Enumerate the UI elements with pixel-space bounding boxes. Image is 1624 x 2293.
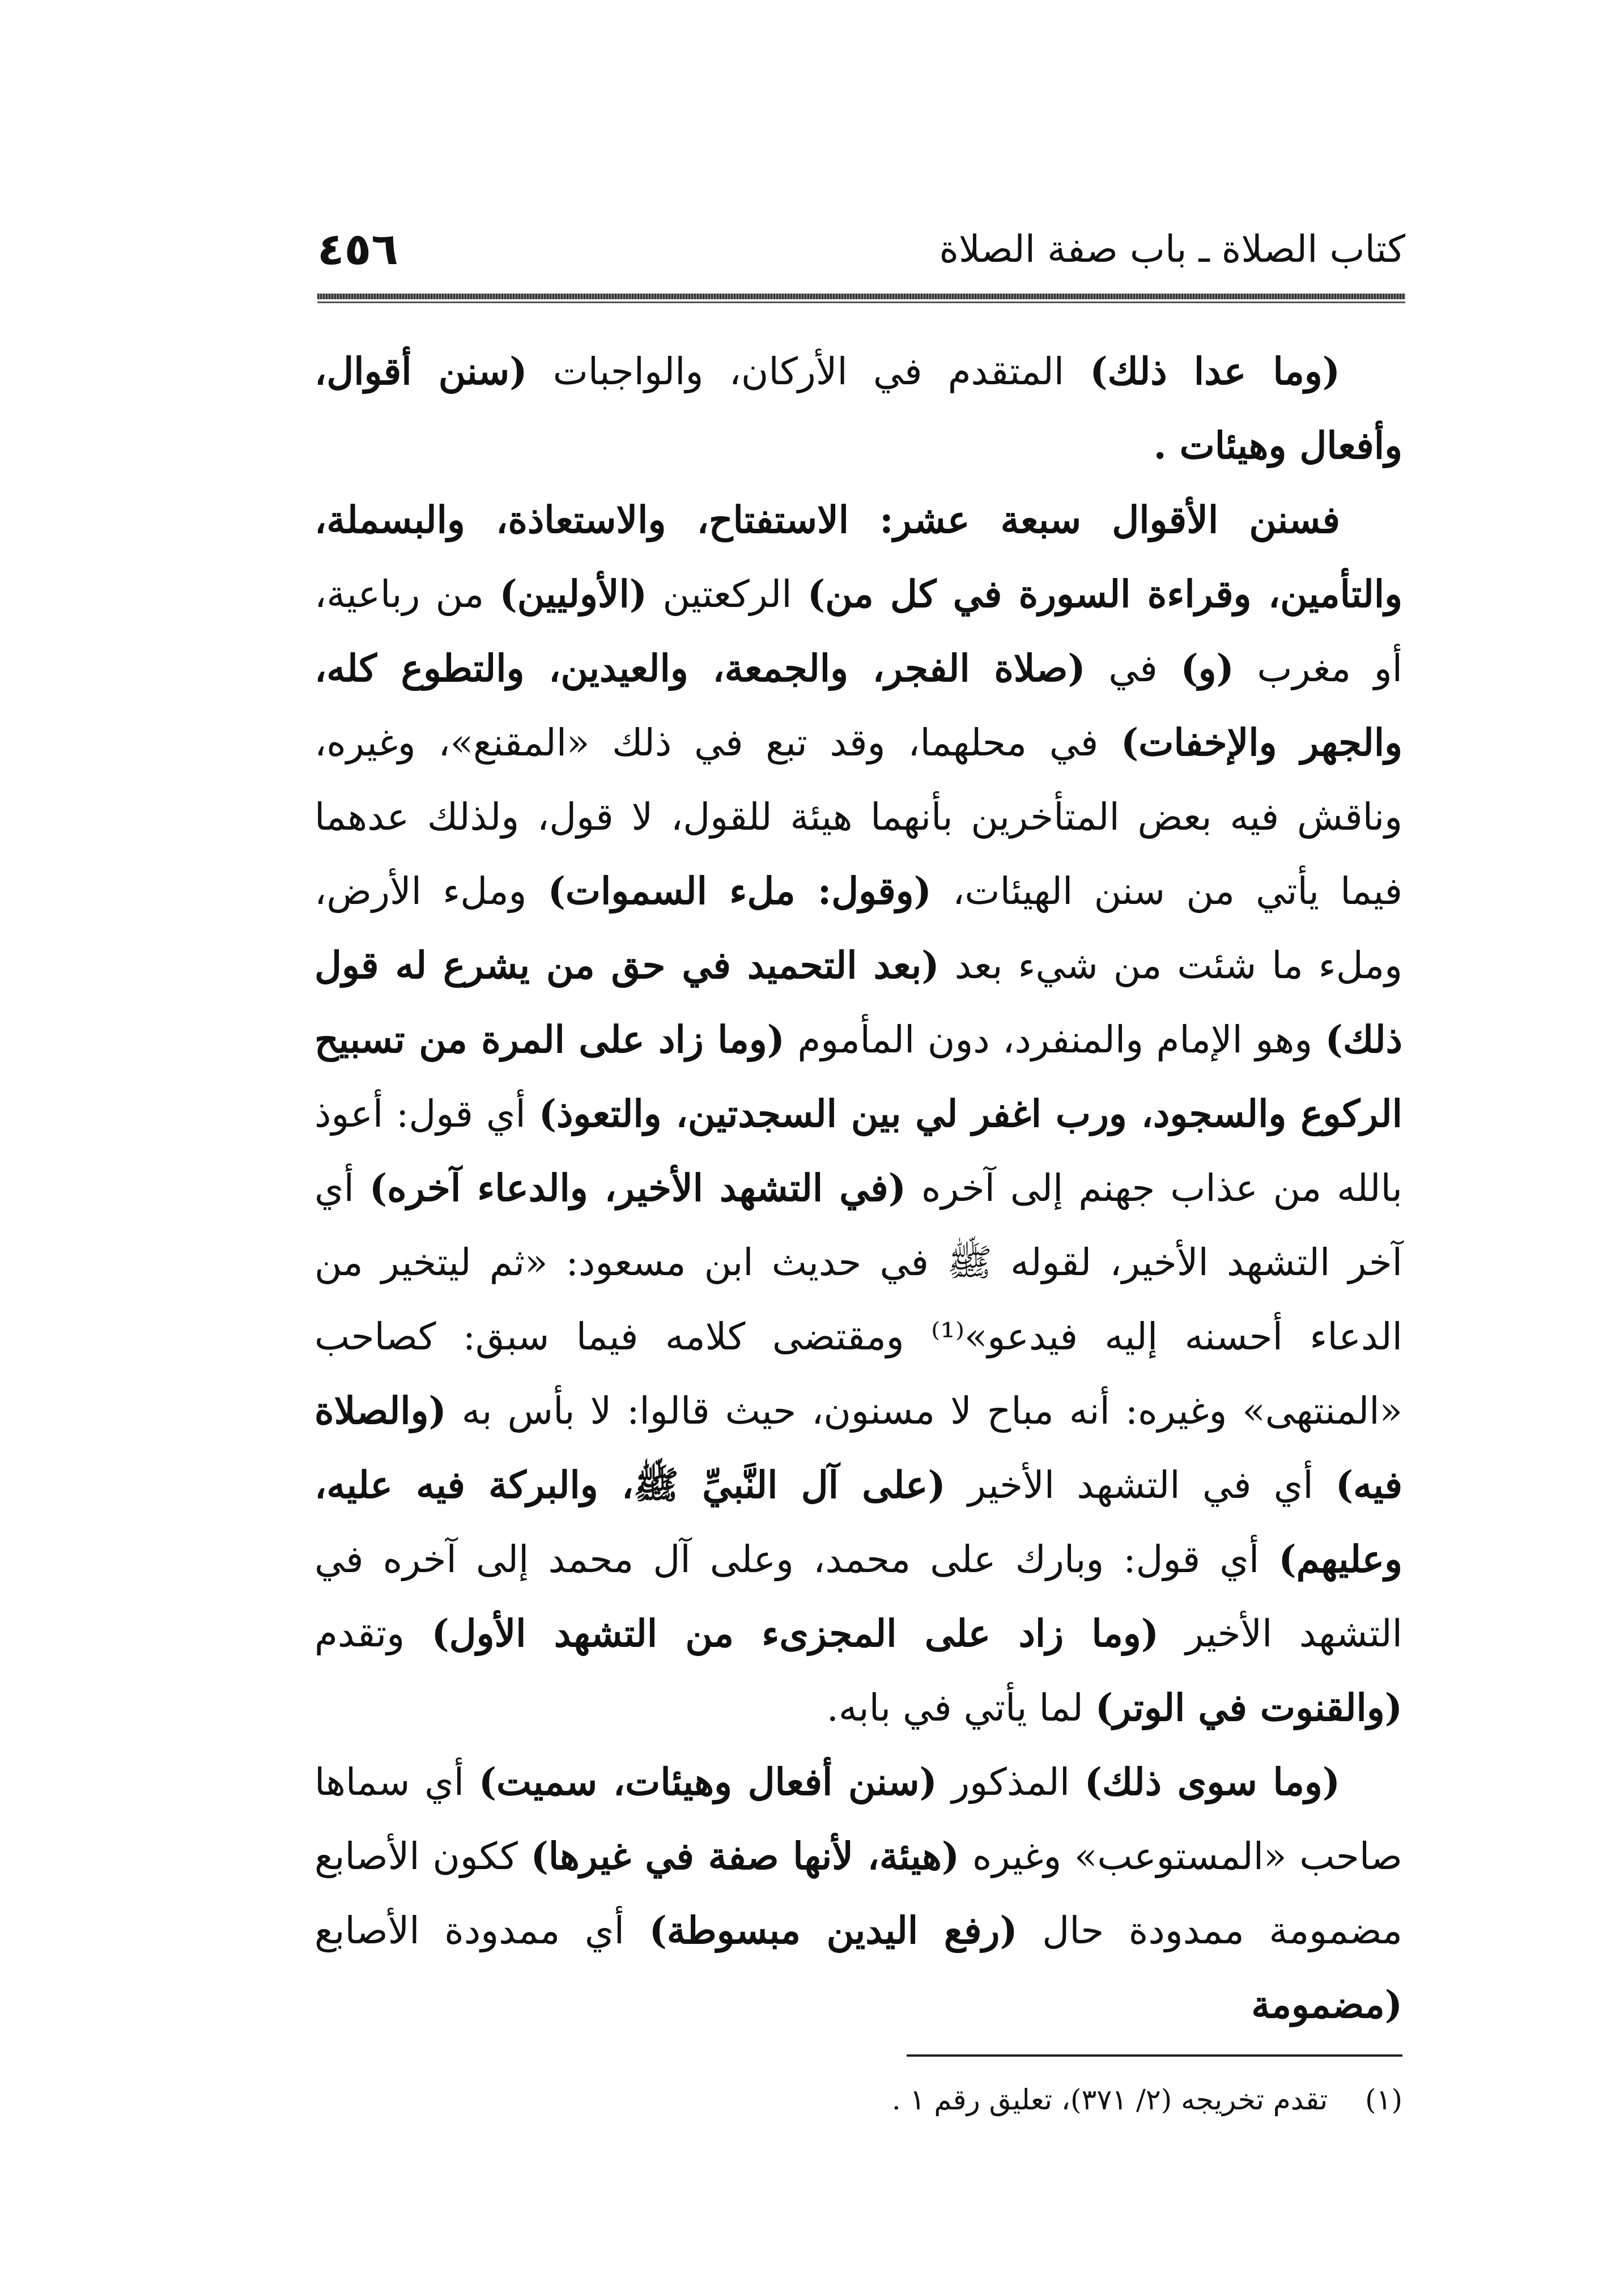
matn-text: (مضمومة (1251, 1982, 1402, 2027)
matn-text: (و) (1180, 646, 1234, 690)
commentary-text: وملء الأرض، وملء ما شئت من شيء بعد (314, 869, 1402, 987)
page-header (317, 221, 1405, 283)
matn-text: (في التشهد الأخير، والدعاء آخره) (369, 1166, 906, 1210)
footnote (314, 2077, 1402, 2122)
matn-text: (بعد التحميد في حق من يشرع له قول ذلك) (314, 943, 1403, 1061)
commentary-text: وتقدم (314, 1612, 432, 1655)
matn-text: فسنن الأقوال سبعة عشر: الاستفتاح، والاستعاذة، والبسملة، والتأمين، وقراءة السورة في كل من) (314, 498, 1402, 616)
main-text (314, 334, 1402, 2042)
commentary-text: المتقدم في الأركان، والواجبات (527, 350, 1090, 393)
paragraph (314, 483, 1402, 1745)
commentary-text: أي في التشهد الأخير (945, 1463, 1336, 1507)
matn-text: (والقنوت في الوتر) (1095, 1685, 1402, 1730)
matn-text: (هيئة، لأنها صفة في غيرها) (530, 1834, 960, 1878)
commentary-text: أي سماها صاحب «المستوعب» وغيره (314, 1760, 1402, 1878)
commentary-text: أي قول: أعوذ بالله من عذاب جهنم إلى آخره (314, 1092, 1402, 1210)
paragraph (314, 334, 1402, 483)
footnote-divider (907, 2054, 1402, 2057)
matn-text: (سنن أفعال وهيئات، سميت) (478, 1760, 937, 1804)
matn-text: (وما سوى ذلك) (1084, 1760, 1340, 1804)
commentary-text: أي قول: وبارك على محمد، وعلى آل محمد إلى آخره في التشهد الأخير (314, 1538, 1403, 1655)
paragraph (314, 1745, 1402, 2042)
footnote-number: (١) (1365, 2083, 1402, 2116)
page-number: ٤٥٦ (317, 224, 398, 275)
running-title: كتاب الصلاة ـ باب صفة الصلاة (939, 227, 1405, 271)
commentary-text: المذكور (937, 1760, 1085, 1804)
header-divider (317, 294, 1405, 299)
matn-text: (وما زاد على المجزىء من التشهد الأول) (431, 1611, 1159, 1655)
commentary-text: وهو الإمام والمنفرد، دون المأموم (784, 1018, 1325, 1061)
commentary-text: في محلهما، وقد تبع في ذلك «المقنع»، وغيره، وناقش فيه بعض المتأخرين بأنهما هيئة للقول، لا قول، ولذلك عدهما فيما يأتي من سنن الهيئات، (314, 721, 1402, 913)
matn-text: (سنن أقوال، وأفعال وهيئات . (314, 349, 1402, 468)
matn-text: (على آل النَّبيِّ ﷺ، والبركة فيه عليه، وعليهم) (314, 1463, 1402, 1581)
matn-text: (والصلاة فيه) (314, 1388, 1402, 1507)
matn-text: (الأوليين) (499, 572, 648, 616)
header-divider-thin (317, 302, 1405, 303)
commentary-text: أي آخر التشهد الأخير، لقوله ﷺ في حديث ابن مسعود: «ثم ليتخير من الدعاء أحسنه إليه فيدعو»⁽¹⁾ ومقتضى كلامه فيما سبق: كصاحب «المنتهى» وغيره: أنه مباح لا مسنون، حيث قالوا: لا بأس به (314, 1166, 1402, 1433)
commentary-text: الركعتين (647, 572, 807, 616)
matn-text: (وما زاد على المرة من تسبيح الركوع والسجود، ورب اغفر لي بين السجدتين، والتعوذ) (314, 1017, 1402, 1136)
commentary-text: من رباعية، أو مغرب (314, 572, 1402, 690)
matn-text: (وما عدا ذلك) (1090, 349, 1340, 393)
commentary-text: في (1085, 647, 1181, 690)
matn-text: (صلاة الفجر، والجمعة، والعيدين، والتطوع كله، والجهر والإخفات) (314, 646, 1403, 765)
matn-text: (رفع اليدين مبسوطة) (649, 1908, 1018, 1952)
matn-text: (وقول: ملء السموات) (547, 869, 932, 913)
commentary-text: لما يأتي في بابه. (826, 1686, 1095, 1730)
commentary-text: ككون الأصابع مضمومة ممدودة حال (314, 1835, 1403, 1952)
footnote-text: تقدم تخريجه (٢/ ٣٧١)، تعليق رقم ١ . (891, 2083, 1328, 2116)
commentary-text: أي ممدودة الأصابع (314, 1909, 649, 1952)
